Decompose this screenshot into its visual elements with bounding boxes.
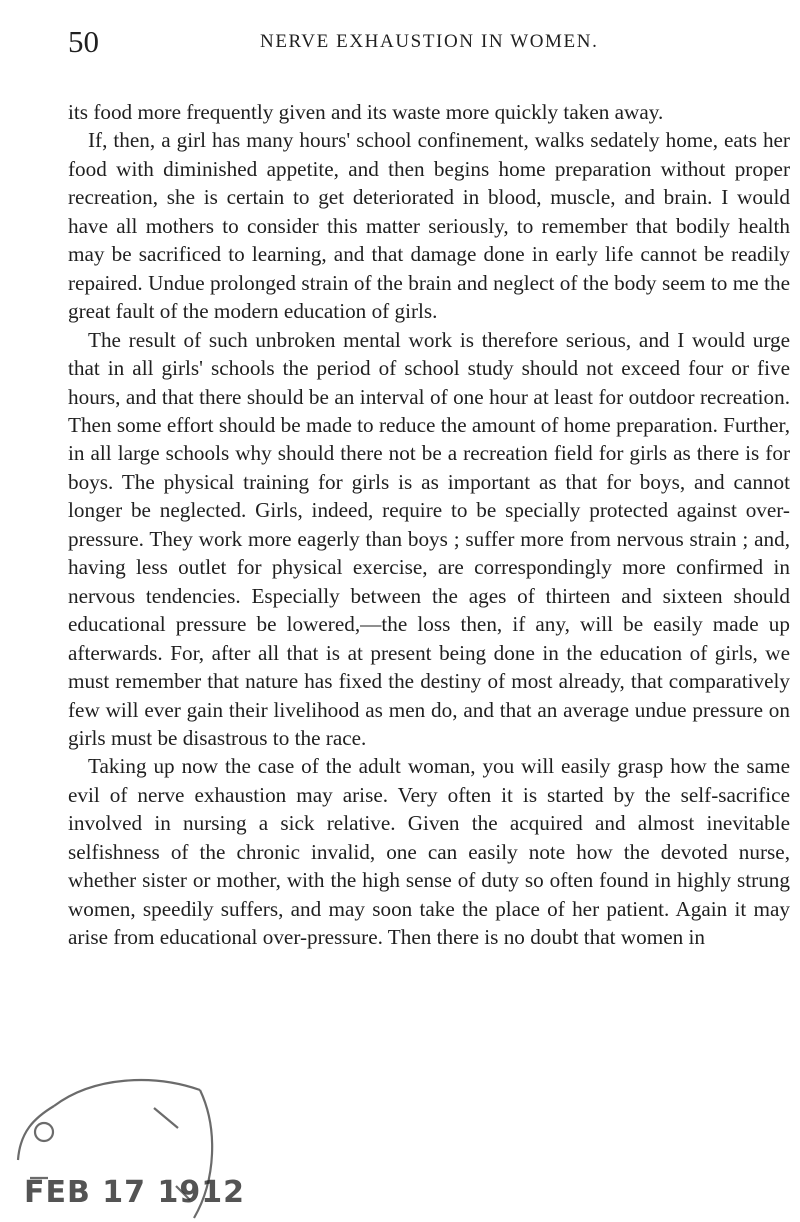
paragraph: The result of such unbroken mental work is therefore serious, and I would urge that in all girls' schools the period of school study should not exceed four or five hours, and that there should be an interval of one hour at least for outdoor recreation. Then some effort should be made to reduce the amount of home preparation. Further, in all large schools why should there not be a recreation field for girls as there is for boys. The physical training for girls is as important as that for boys, and cannot longer be neglected. Girls, indeed, require to be specially protected against over-pressure. They work more eagerly than boys ; suffer more from nervous strain ; and, having less outlet for physical exercise, are correspondingly more confirmed in nervous tendencies. Especially between the ages of thirteen and sixteen should educational pressure be lowered,—the loss then, if any, will be easily made up afterwards. For, after all that is at present being done in the education of girls, we must remember that nature has fixed the destiny of most already, that comparatively few will ever gain their livelihood as men do, and that an average undue pressure on girls must be disastrous to the race. bbox=[68, 327, 790, 750]
page-number: 50 bbox=[68, 24, 99, 59]
body-text bbox=[68, 98, 790, 952]
paragraph: Taking up now the case of the adult woman, you will easily grasp how the same evil of nerve exhaustion may arise. Very often it is started by the self-sacrifice involved in nursing a sick relative. Given the acquired and almost inevitable selfishness of the chronic invalid, one can easily note how the devoted nurse, whether sister or mother, with the high sense of duty so often found in highly strung women, speedily suffers, and may soon take the place of her patient. Again it may arise from educational over-pressure. Then there is no doubt that women in bbox=[68, 754, 790, 950]
svg-text:FEB 17 1912: FEB 17 1912 bbox=[24, 1175, 245, 1210]
paragraph-continuation: its food more frequently given and its waste more quickly taken away. bbox=[68, 100, 664, 124]
library-date-stamp bbox=[4, 1068, 254, 1222]
page-header bbox=[68, 22, 788, 62]
running-title: NERVE EXHAUSTION IN WOMEN. bbox=[260, 31, 599, 52]
paragraph: If, then, a girl has many hours' school confinement, walks sedately home, eats her food with diminished appetite, and then begins home preparation without proper recreation, she is certain to get deteriorated in blood, muscle, and brain. I would have all mothers to consider this matter seriously, to remember that bodily health may be sacrificed to learning, and that damage done in early life cannot be readily repaired. Undue prolonged strain of the brain and neglect of the body seem to me the great fault of the modern education of girls. bbox=[68, 128, 790, 324]
